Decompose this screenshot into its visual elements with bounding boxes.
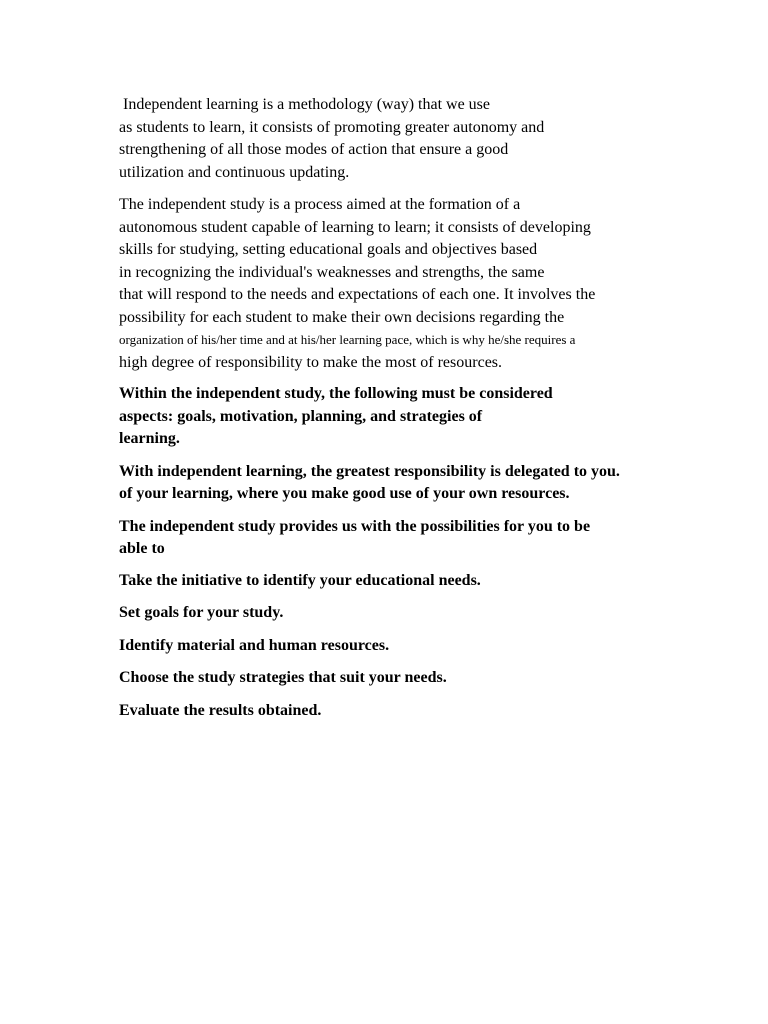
text-line: aspects: goals, motivation, planning, and strategies of xyxy=(119,407,483,425)
paragraph-possibilities xyxy=(119,516,719,561)
text-line: possibility for each student to make their own decisions regarding the xyxy=(119,308,565,326)
text-line: as students to learn, it consists of promoting greater autonomy and xyxy=(119,118,545,136)
paragraph-aspects xyxy=(119,383,719,451)
text-line: The independent study provides us with the possibilities for you to be xyxy=(119,517,591,535)
text-line: utilization and continuous updating. xyxy=(119,163,350,181)
paragraph-independent-study xyxy=(119,194,719,374)
text-line: organization of his/her time and at his/her learning pace, which is why he/she requires a xyxy=(119,332,576,347)
list-item: Choose the study strategies that suit your needs. xyxy=(119,669,447,686)
list-item: Take the initiative to identify your educational needs. xyxy=(119,571,481,589)
text-line: of your learning, where you make good use of your own resources. xyxy=(119,485,570,502)
text-line: Within the independent study, the following must be considered xyxy=(119,385,553,402)
text-line: With independent learning, the greatest responsibility is delegated to you. xyxy=(119,462,620,480)
text-line: able to xyxy=(119,540,165,557)
text-line: in recognizing the individual's weaknesses and strengths, the same xyxy=(119,263,545,281)
document-page xyxy=(119,94,719,732)
text-line: Independent learning is a methodology (way) that we use xyxy=(119,96,490,113)
text-line: strengthening of all those modes of action that ensure a good xyxy=(119,141,509,158)
text-line: high degree of responsibility to make the most of resources. xyxy=(119,353,503,371)
paragraph-responsibility xyxy=(119,461,719,506)
text-line: The independent study is a process aimed at the formation of a xyxy=(119,196,521,213)
text-line: skills for studying, setting educational goals and objectives based xyxy=(119,241,538,258)
text-line: learning. xyxy=(119,430,180,447)
list-item: Set goals for your study. xyxy=(119,604,284,621)
list-item: Evaluate the results obtained. xyxy=(119,701,322,719)
text-line: autonomous student capable of learning to learn; it consists of developing xyxy=(119,218,591,236)
list-item: Identify material and human resources. xyxy=(119,636,390,654)
paragraph-intro xyxy=(119,94,719,184)
text-line: that will respond to the needs and expectations of each one. It involves the xyxy=(119,286,596,303)
